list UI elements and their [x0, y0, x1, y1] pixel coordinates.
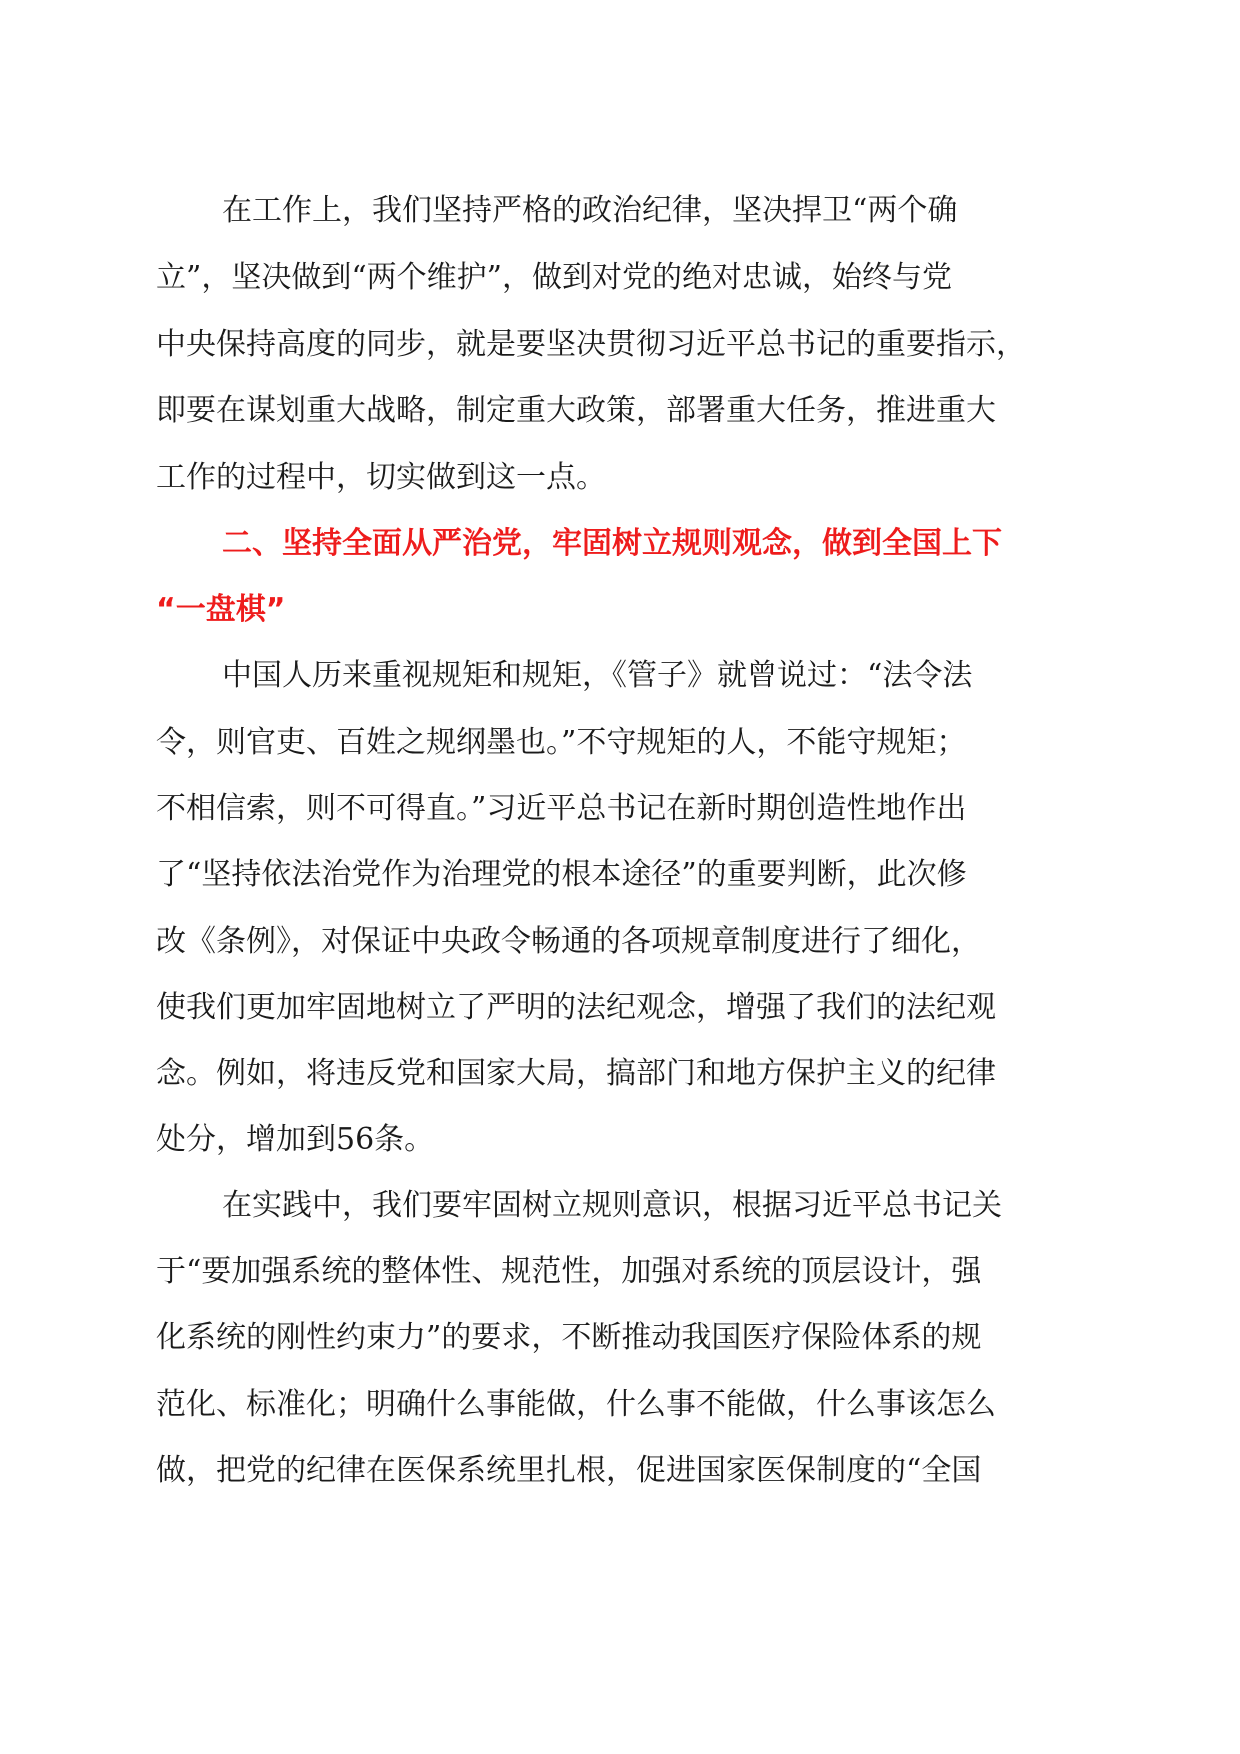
heading-line: “一盘棋”	[156, 592, 286, 627]
text-line: 念。例如，将违反党和国家大局，搞部门和地方保护主义的纪律	[156, 1056, 996, 1091]
text-line: 中央保持高度的同步，就是要坚决贯彻习近平总书记的重要指示，	[156, 327, 1026, 362]
text-line: 处分，增加到56条。	[156, 1122, 435, 1157]
text-line: 不相信索，则不可得直。”习近平总书记在新时期创造性地作出	[156, 791, 967, 826]
text-line: 在工作上，我们坚持严格的政治纪律，坚决捍卫“两个确	[222, 193, 958, 228]
heading-line: 二、坚持全面从严治党，牢固树立规则观念，做到全国上下	[222, 526, 1002, 561]
text-line: 立”，坚决做到“两个维护”，做到对党的绝对忠诚，始终与党	[156, 260, 953, 295]
text-line: 在实践中，我们要牢固树立规则意识，根据习近平总书记关	[222, 1188, 1002, 1223]
text-line: 令，则官吏、百姓之规纲墨也。”不守规矩的人，不能守规矩；	[156, 725, 967, 760]
text-line: 范化、标准化；明确什么事能做，什么事不能做，什么事该怎么	[156, 1387, 996, 1422]
text-line: 于“要加强系统的整体性、规范性，加强对系统的顶层设计，强	[156, 1254, 982, 1289]
text-line: 使我们更加牢固地树立了严明的法纪观念，增强了我们的法纪观	[156, 990, 996, 1025]
text-line: 做，把党的纪律在医保系统里扎根，促进国家医保制度的“全国	[156, 1453, 982, 1488]
text-line: 了“坚持依法治党作为治理党的根本途径”的重要判断，此次修	[156, 857, 967, 892]
text-line: 即要在谋划重大战略，制定重大政策，部署重大任务，推进重大	[156, 393, 996, 428]
text-line: 工作的过程中，切实做到这一点。	[156, 460, 606, 495]
text-line: 化系统的刚性约束力”的要求，不断推动我国医疗保险体系的规	[156, 1320, 982, 1355]
text-line: 改《条例》，对保证中央政令畅通的各项规章制度进行了细化，	[156, 924, 981, 959]
text-line: 中国人历来重视规矩和规矩，《管子》就曾说过：“法令法	[222, 658, 973, 693]
